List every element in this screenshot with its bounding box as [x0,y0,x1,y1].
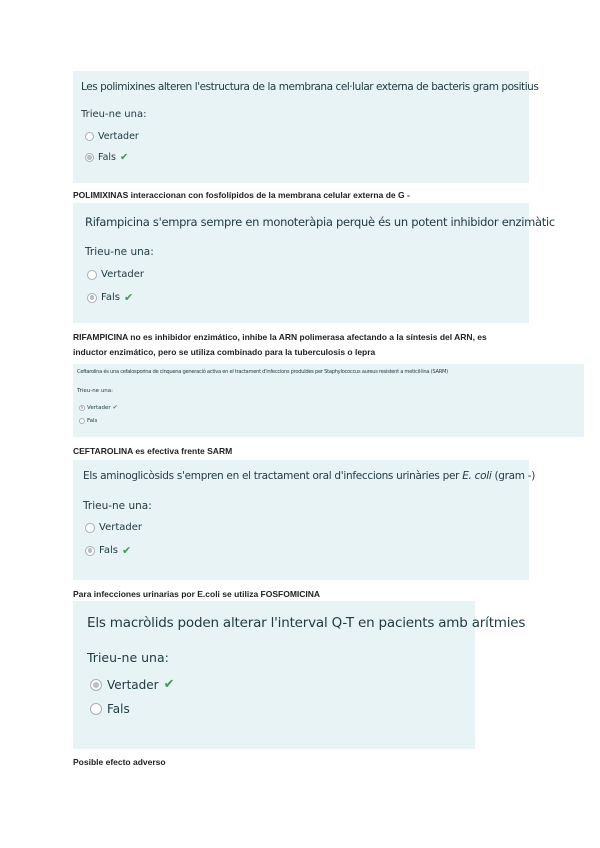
check-mark-icon: ✔ [112,404,118,411]
feedback-note-line-1: RIFAMPICINA no es inhibidor enzimático, inhibe la ARN polimerasa afectando a la síntesis del ARN, es [73,332,487,342]
option-false[interactable] [85,152,128,163]
answer-prompt: Trieu-ne una: [87,650,169,665]
option-label: Fals [107,702,130,716]
question-text: Les polimixines alteren l'estructura de la membrana cel·lular externa de bacteris gram positius [81,81,539,93]
question-text-part: (gram -) [491,470,536,482]
answer-prompt: Trieu-ne una: [77,388,114,394]
answer-prompt: Trieu-ne una: [81,109,147,120]
option-label: Vertader [101,269,144,280]
question-text: Els macròlids poden alterar l'interval Q-T en pacients amb arítmies [87,615,526,631]
feedback-note: POLIMIXINAS interaccionan con fosfolípidos de la membrana celular externa de G - [73,190,410,200]
radio-button-icon[interactable] [85,523,95,533]
radio-button-icon[interactable] [79,405,85,411]
option-true[interactable] [85,522,142,533]
feedback-note: Para infecciones urinarias por E.coli se utiliza FOSFOMICINA [73,589,321,599]
check-mark-icon: ✔ [121,544,132,557]
option-false[interactable] [87,291,133,304]
answer-prompt: Trieu-ne una: [83,500,152,512]
radio-button-icon[interactable] [87,270,97,280]
option-true[interactable] [90,677,175,692]
option-label: Vertader [98,131,139,142]
radio-button-icon[interactable] [85,546,95,556]
option-false[interactable] [79,418,97,424]
question-card-3 [73,364,584,437]
option-label: Vertader [99,522,142,533]
radio-button-icon[interactable] [85,132,94,141]
option-label: Fals [98,152,117,163]
question-text: Ceftarolina és una cefalosporina de cinquena generació activa en el tractament d'infeccions produïdes per Staphylococcus aureus resistent a meticil·lina (SARM) [77,369,448,375]
option-false[interactable] [85,544,131,557]
question-text [83,470,535,482]
question-card-5 [73,601,526,749]
question-text: Rifampicina s'empra sempre en monoteràpia perquè és un potent inhibidor enzimàtic [85,215,555,229]
question-text-part: Els aminoglicòsids s'empren en el tractament oral d'infeccions urinàries per [83,470,463,482]
radio-button-icon[interactable] [79,418,85,424]
check-mark-icon: ✔ [123,291,134,304]
feedback-note: CEFTAROLINA es efectiva frente SARM [73,446,233,456]
option-label: Vertader [87,404,111,411]
check-mark-icon: ✔ [120,152,129,163]
option-label: Fals [87,418,98,424]
feedback-note: Posible efecto adverso [73,757,166,767]
radio-button-icon[interactable] [90,703,102,715]
radio-button-icon[interactable] [85,153,94,162]
question-card-2 [73,203,555,323]
option-true[interactable] [79,404,118,411]
option-false[interactable] [90,702,130,716]
question-card-4 [73,460,536,580]
option-label: Vertader [107,677,159,692]
answer-prompt: Trieu-ne una: [85,246,154,258]
feedback-note-line-2: inductor enzimático, pero se utiliza combinado para la tuberculosis o lepra [73,347,376,357]
option-label: Fals [99,545,118,556]
organism-name: E. coli [462,470,492,482]
radio-button-icon[interactable] [87,293,97,303]
check-mark-icon: ✔ [163,677,175,692]
radio-button-icon[interactable] [90,679,102,691]
option-true[interactable] [85,131,139,142]
option-label: Fals [101,292,120,303]
option-true[interactable] [87,269,144,280]
question-card-1 [73,71,539,183]
